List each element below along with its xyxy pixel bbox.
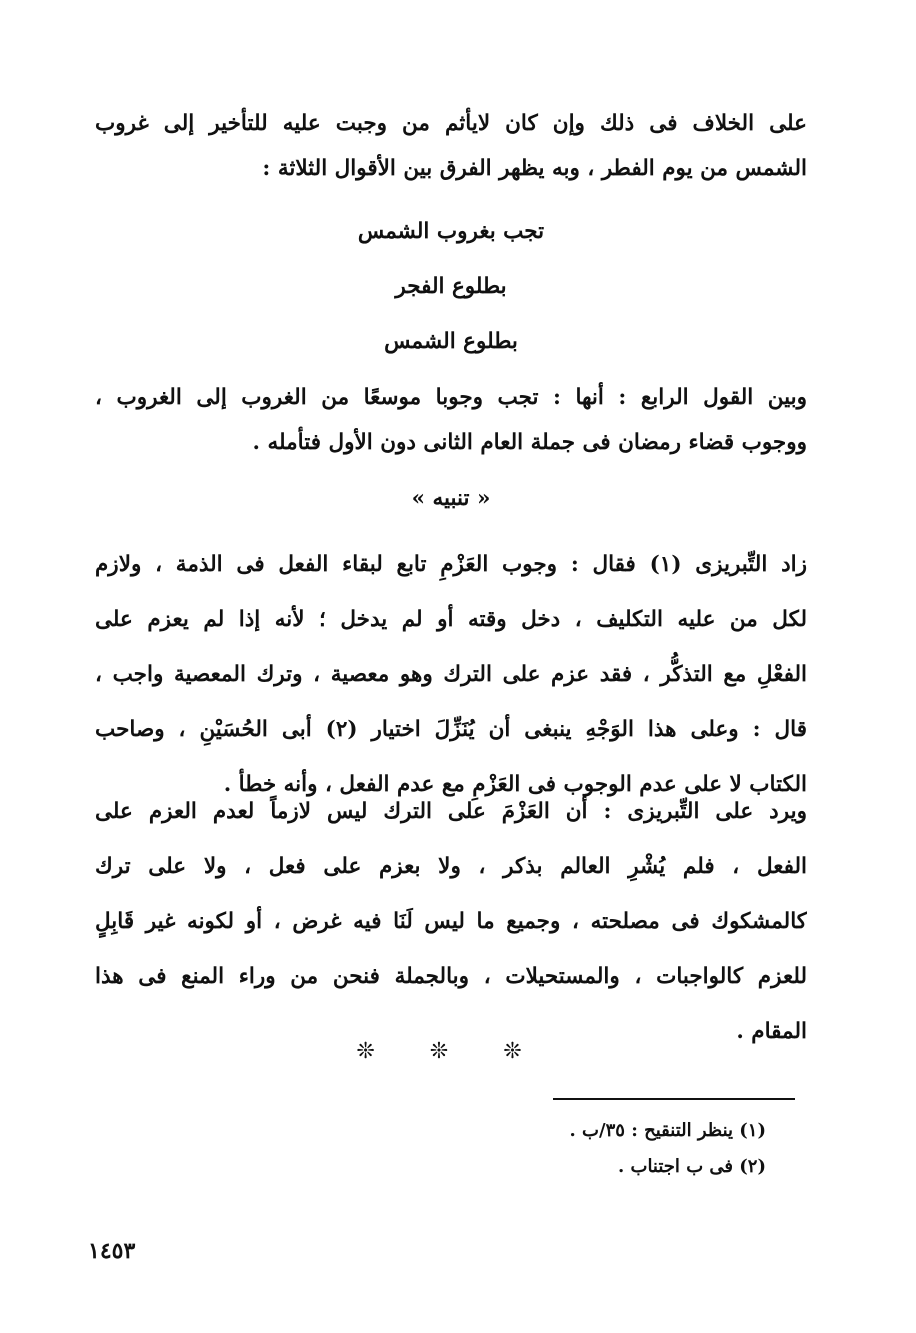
section-separator: ❊ ❊ ❊ — [356, 1039, 546, 1064]
text-line: ووجوب قضاء رمضان فى جملة العام الثانى دون الأول فتأمله . — [252, 430, 807, 455]
text-line: الفعْلِ مع التذكُّر ، فقد عزم على الترك وهو معصية ، وترك المعصية واجب ، — [95, 662, 807, 687]
footnote-divider — [553, 1098, 795, 1100]
text-line: الشمس من يوم الفطر ، وبه يظهر الفرق بين الأقوال الثلاثة : — [262, 156, 807, 181]
footnote-2: (٢) فى ب اجتناب . — [617, 1156, 766, 1177]
paragraph-1 — [95, 96, 807, 196]
text-line: على الخلاف فى ذلك وإن كان لايأثم من وجبت عليه للتأخير إلى غروب — [95, 111, 807, 136]
centered-line-dawn: بطلوع الفجر — [395, 274, 507, 299]
text-line: ويرد على التِّبريزى : أن العَزْمَ على الترك ليس لازماً لعدم العزم على — [95, 799, 807, 824]
paragraph-2 — [95, 370, 807, 470]
text-line: الكتاب لا على عدم الوجوب فى العَزْمِ مع عدم الفعل ، وأنه خطأ . — [223, 772, 807, 797]
footnote-1: (١) ينظر التنقيح : ٣٥/ب . — [569, 1120, 766, 1141]
text-line: المقام . — [736, 1019, 807, 1044]
centered-line-sunset: تجب بغروب الشمس — [357, 219, 545, 244]
text-line: قال : وعلى هذا الوَجْهِ ينبغى أن يُنَزِّلَ اختيار (٢) أبى الحُسَيْنِ ، وصاحب — [95, 717, 807, 742]
text-line: للعزم كالواجبات ، والمستحيلات ، وبالجملة فنحن من وراء المنع فى هذا — [95, 964, 807, 989]
paragraph-3 — [95, 537, 807, 812]
paragraph-4 — [95, 784, 807, 1059]
page-number: ١٤٥٣ — [88, 1238, 136, 1264]
text-line: زاد التِّبريزى (١) فقال : وجوب العَزْمِ تابع لبقاء الفعل فى الذمة ، ولازم — [95, 552, 807, 577]
text-line: وبين القول الرابع : أنها : تجب وجوبا موسعًا من الغروب إلى الغروب ، — [95, 385, 807, 410]
text-line: كالمشكوك فى مصلحته ، وجميع ما ليس لَنَا فيه غرض ، أو لكونه غير قَابِلٍ — [95, 909, 807, 934]
centered-line-sunrise: بطلوع الشمس — [384, 329, 518, 354]
section-heading: « تنبيه » — [411, 486, 491, 511]
text-line: الفعل ، فلم يُشْرِ العالم بذكر ، ولا بعزم على فعل ، ولا على ترك — [95, 854, 807, 879]
text-line: لكل من عليه التكليف ، دخل وقته أو لم يدخل ؛ لأنه إذا لم يعزم على — [95, 607, 807, 632]
